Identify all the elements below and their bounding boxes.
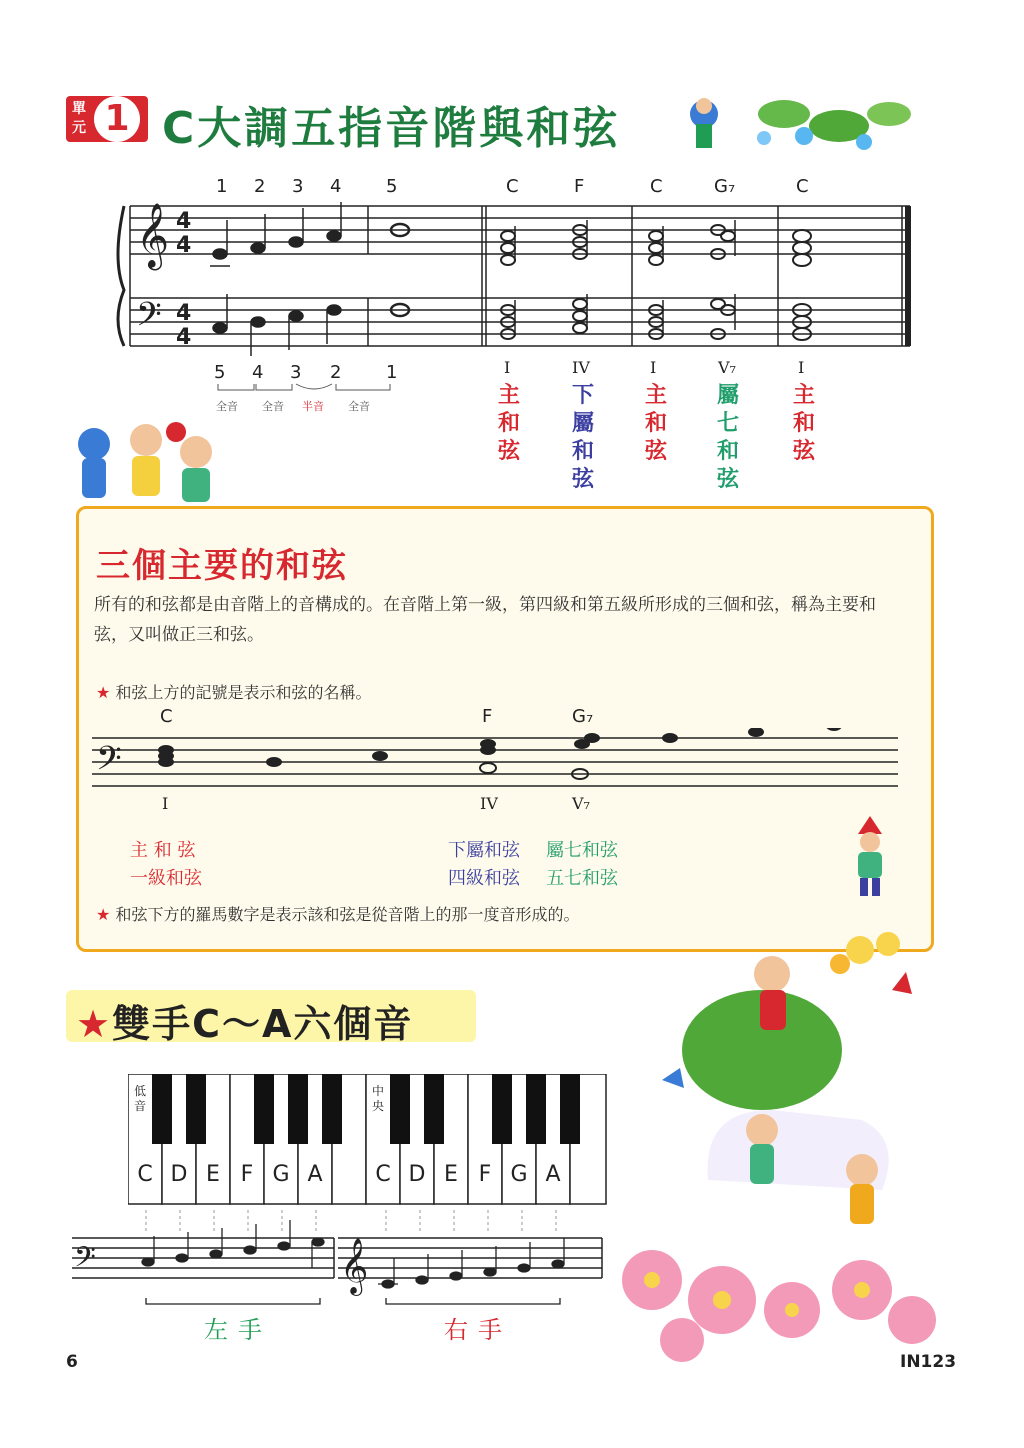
chord-name: G₇ (572, 706, 594, 727)
children-illustration (66, 418, 226, 518)
label-tonic-level: 一級和弦 (130, 868, 202, 889)
chord-function-tonic: 主 和 弦 (792, 383, 815, 464)
label-tonic: 主 和 弦 (130, 840, 196, 861)
elf-illustration (840, 812, 920, 902)
star-icon: ★ (96, 905, 111, 924)
box-title: 三個主要的和弦 (96, 546, 348, 586)
key-label: A (307, 1162, 323, 1187)
left-hand-label: 左手 (204, 1316, 272, 1344)
chord-name: F (574, 176, 585, 197)
fairy-piano-illustration (612, 930, 952, 1370)
key-label: G (510, 1162, 528, 1187)
key-label: C (137, 1162, 153, 1187)
box-note-2 (96, 902, 579, 925)
svg-text:𝄢: 𝄢 (74, 1241, 96, 1281)
box-note-1-text: 和弦上方的記號是表示和弦的名稱。 (115, 683, 372, 702)
step-label: 全音 (216, 400, 238, 413)
chord-function-dominant7: 屬 七 和 弦 (716, 383, 739, 492)
left-key-names (128, 1162, 332, 1187)
unit-number: 1 (94, 96, 140, 142)
step-label: 全音 (348, 400, 370, 413)
finger-number: 5 (386, 176, 398, 197)
chord-name: C (160, 706, 173, 727)
finger-number: 4 (252, 362, 264, 383)
svg-text:4: 4 (176, 233, 192, 258)
finger-number: 1 (216, 176, 228, 197)
box-note-2-text: 和弦下方的羅馬數字是表示該和弦是從音階上的那一度音形成的。 (115, 905, 580, 924)
finger-number: 2 (254, 176, 266, 197)
svg-text:4: 4 (176, 301, 192, 326)
label-dominant7: 屬七和弦 (546, 840, 618, 861)
star-icon: ★ (96, 683, 111, 702)
finger-number: 2 (330, 362, 342, 383)
bass-staff-chords (92, 728, 902, 790)
key-label: F (240, 1162, 254, 1187)
roman-numeral: V₇ (718, 358, 736, 377)
page-title: C大調五指音階與和弦 (162, 103, 621, 154)
unit-label: 單元 (72, 101, 86, 136)
flower-decoration (664, 84, 924, 164)
svg-text:4: 4 (176, 325, 192, 350)
chord-function-subdominant: 下 屬 和 弦 (571, 383, 594, 492)
section-title-text: 雙手C～A六個音 (112, 1002, 414, 1046)
label-dominant7-level: 五七和弦 (546, 868, 618, 889)
svg-text:4: 4 (176, 209, 192, 234)
finger-number: 1 (386, 362, 398, 383)
key-label: F (478, 1162, 492, 1187)
chord-function-tonic: 主 和 弦 (644, 383, 667, 464)
chord-name: C (650, 176, 663, 197)
finger-number: 3 (292, 176, 304, 197)
roman-numeral: I (504, 358, 511, 377)
svg-text:𝄞: 𝄞 (340, 1238, 369, 1294)
step-label: 半音 (302, 400, 324, 413)
roman-numeral: I (162, 794, 169, 813)
svg-text:𝄢: 𝄢 (136, 296, 162, 342)
label-subdominant: 下屬和弦 (448, 840, 520, 861)
step-brackets (212, 382, 402, 396)
label-subdominant-level: 四級和弦 (448, 868, 520, 889)
star-icon: ★ (76, 1002, 113, 1046)
key-label: D (408, 1162, 426, 1187)
finger-number: 3 (290, 362, 302, 383)
key-label: E (206, 1162, 220, 1187)
box-note-1 (96, 680, 371, 703)
right-key-names (366, 1162, 570, 1187)
svg-text:𝄞: 𝄞 (136, 203, 170, 268)
section-title (76, 993, 413, 1048)
roman-numeral: I (798, 358, 805, 377)
roman-numeral: I (650, 358, 657, 377)
chord-name: C (796, 176, 809, 197)
chord-function-tonic: 主 和 弦 (497, 383, 520, 464)
right-hand-label: 右手 (444, 1316, 512, 1344)
step-label: 全音 (262, 400, 284, 413)
middle-c-label: 中央 (372, 1084, 385, 1113)
key-label: D (170, 1162, 188, 1187)
hands-staff (72, 1208, 608, 1312)
box-paragraph: 所有的和弦都是由音階上的音構成的。在音階上第一級，第四級和第五級所形成的三個和弦，稱為主要和弦，又叫做正三和弦。 (94, 595, 876, 645)
key-label: E (444, 1162, 458, 1187)
roman-numeral: IV (572, 358, 590, 377)
key-label: C (375, 1162, 391, 1187)
page-number: 6 (66, 1352, 78, 1372)
chord-name: C (506, 176, 519, 197)
key-label: A (545, 1162, 561, 1187)
finger-number: 5 (214, 362, 226, 383)
low-register-label: 低音 (134, 1084, 147, 1113)
book-code: IN123 (900, 1352, 957, 1372)
roman-numeral: V₇ (572, 794, 590, 813)
finger-number: 4 (330, 176, 342, 197)
svg-text:𝄢: 𝄢 (96, 740, 122, 786)
key-label: G (272, 1162, 290, 1187)
chord-name: G₇ (714, 176, 736, 197)
roman-numeral: IV (480, 794, 498, 813)
chord-name: F (482, 706, 493, 727)
grand-staff (110, 170, 930, 370)
